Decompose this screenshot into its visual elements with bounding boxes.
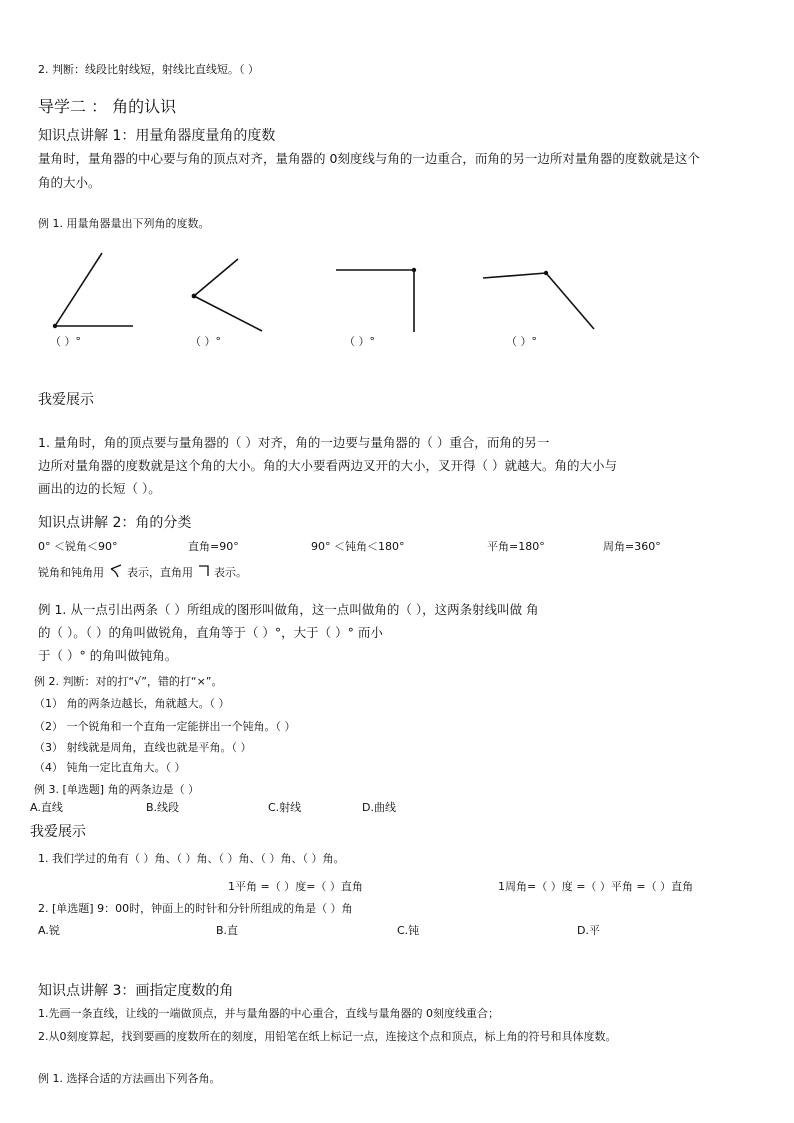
class-straight: 平角=180° [487,540,545,553]
example-1-title: 例 1. 用量角器量出下列角的度数。 [38,217,210,230]
angle-figure-1 [53,253,133,328]
kp2-ex2-item-4: （4） 钝角一定比直角大。（ ） [34,761,186,774]
kp2-ex3-option-c: C.射线 [268,801,302,814]
kp2-ex3-title: 例 3. [单选题] 角的两条边是（ ） [34,783,200,796]
kp3-step-2: 2.从0刻度算起，找到要画的度数所在的刻度，用铅笔在纸上标记一点，连接这个点和顶点，标上角的符号和具体度数。 [38,1030,617,1043]
show2-q2: 2. [单选题] 9：00时，钟面上的时针和分针所组成的角是（ ）角 [38,902,353,915]
kp3-example-1: 例 1. 选择合适的方法画出下列各角。 [38,1072,221,1085]
kp2-ex3-option-a: A.直线 [30,801,63,814]
angle-figure-4 [483,271,594,329]
class-right: 直角=90° [188,540,239,553]
class-obtuse: 90° ＜钝角＜180° [311,540,405,553]
angle-symbol-line [38,563,247,580]
kp1-text-2: 角的大小。 [38,175,101,190]
show-title-2: 我爱展示 [30,824,86,840]
show2-q1: 1. 我们学过的角有（ ）角、（ ）角、（ ）角、（ ）角、（ ）角。 [38,852,345,865]
kp3-step-1: 1.先画一条直线，让线的一端做顶点，并与量角器的中心重合，直线与量角器的 0刻度线重合； [38,1007,499,1020]
kp2-ex1-line1: 例 1. 从一点引出两条（ ）所组成的图形叫做角，这一点叫做角的（ ），这两条射线叫做 角 [38,602,539,617]
angle-figures [0,240,794,340]
angle-figure-3 [336,268,416,332]
kp2-ex2-item-1: （1） 角的两条边越长，角就越大。（ ） [34,697,230,710]
show1-q1-line3: 画出的边的长短（ ）。 [38,481,161,496]
angle-answer-2: （ ）° [190,335,221,348]
right-angle-symbol-icon [198,563,210,578]
section-title: 导学二 ： 角的认识 [38,97,177,116]
show2-conversion-1: 1平角 =（ ）度=（ ）直角 [228,880,363,893]
show1-q1-line2: 边所对量角器的度数就是这个角的大小。角的大小要看两边叉开的大小，叉开得（ ）就越大。角的大小与 [38,458,617,473]
kp1-text-1: 量角时，量角器的中心要与角的顶点对齐，量角器的 0刻度线与角的一边重合，而角的另一边所对量角器的度数就是这个 [38,151,700,166]
class-acute: 0° ＜锐角＜90° [38,540,118,553]
show2-q2-option-d: D.平 [577,924,600,937]
angle-answer-4: （ ）° [506,335,537,348]
acute-angle-symbol-icon [109,563,123,578]
symbol-text-c: 表示。 [214,566,247,579]
show-title-1: 我爱展示 [38,392,94,408]
kp2-ex2-item-3: （3） 射线就是周角，直线也就是平角。（ ） [34,741,252,754]
kp2-ex2-title: 例 2. 判断：对的打“√”，错的打“×”。 [34,675,223,688]
show1-q1-line1: 1. 量角时，角的顶点要与量角器的（ ）对齐，角的一边要与量角器的（ ）重合，而角的另一 [38,435,550,450]
kp2-ex1-line3: 于（ ）° 的角叫做钝角。 [38,648,178,663]
show2-q2-option-b: B.直 [216,924,239,937]
angle-figure-2 [192,259,262,331]
judge-question-2: 2. 判断：线段比射线短，射线比直线短。（ ） [38,63,259,76]
kp2-ex3-option-b: B.线段 [146,801,180,814]
symbol-text-a: 锐角和钝角用 [38,566,104,579]
kp3-title: 知识点讲解 3：画指定度数的角 [38,983,234,999]
kp2-ex1-line2: 的（ ）。（ ）的角叫做锐角，直角等于（ ）°，大于（ ）° 而小 [38,625,383,640]
kp2-title: 知识点讲解 2：角的分类 [38,515,192,531]
kp2-ex2-item-2: （2） 一个锐角和一个直角一定能拼出一个钝角。（ ） [34,720,296,733]
show2-q2-option-a: A.锐 [38,924,60,937]
class-full: 周角=360° [603,540,661,553]
kp2-ex3-option-d: D.曲线 [362,801,396,814]
angle-answer-3: （ ）° [344,335,375,348]
show2-q2-option-c: C.钝 [397,924,420,937]
kp1-title: 知识点讲解 1：用量角器度量角的度数 [38,128,276,144]
angle-answer-1: （ ）° [50,335,81,348]
symbol-text-b: 表示，直角用 [127,566,193,579]
show2-conversion-2: 1周角=（ ）度 =（ ）平角 =（ ）直角 [498,880,694,893]
